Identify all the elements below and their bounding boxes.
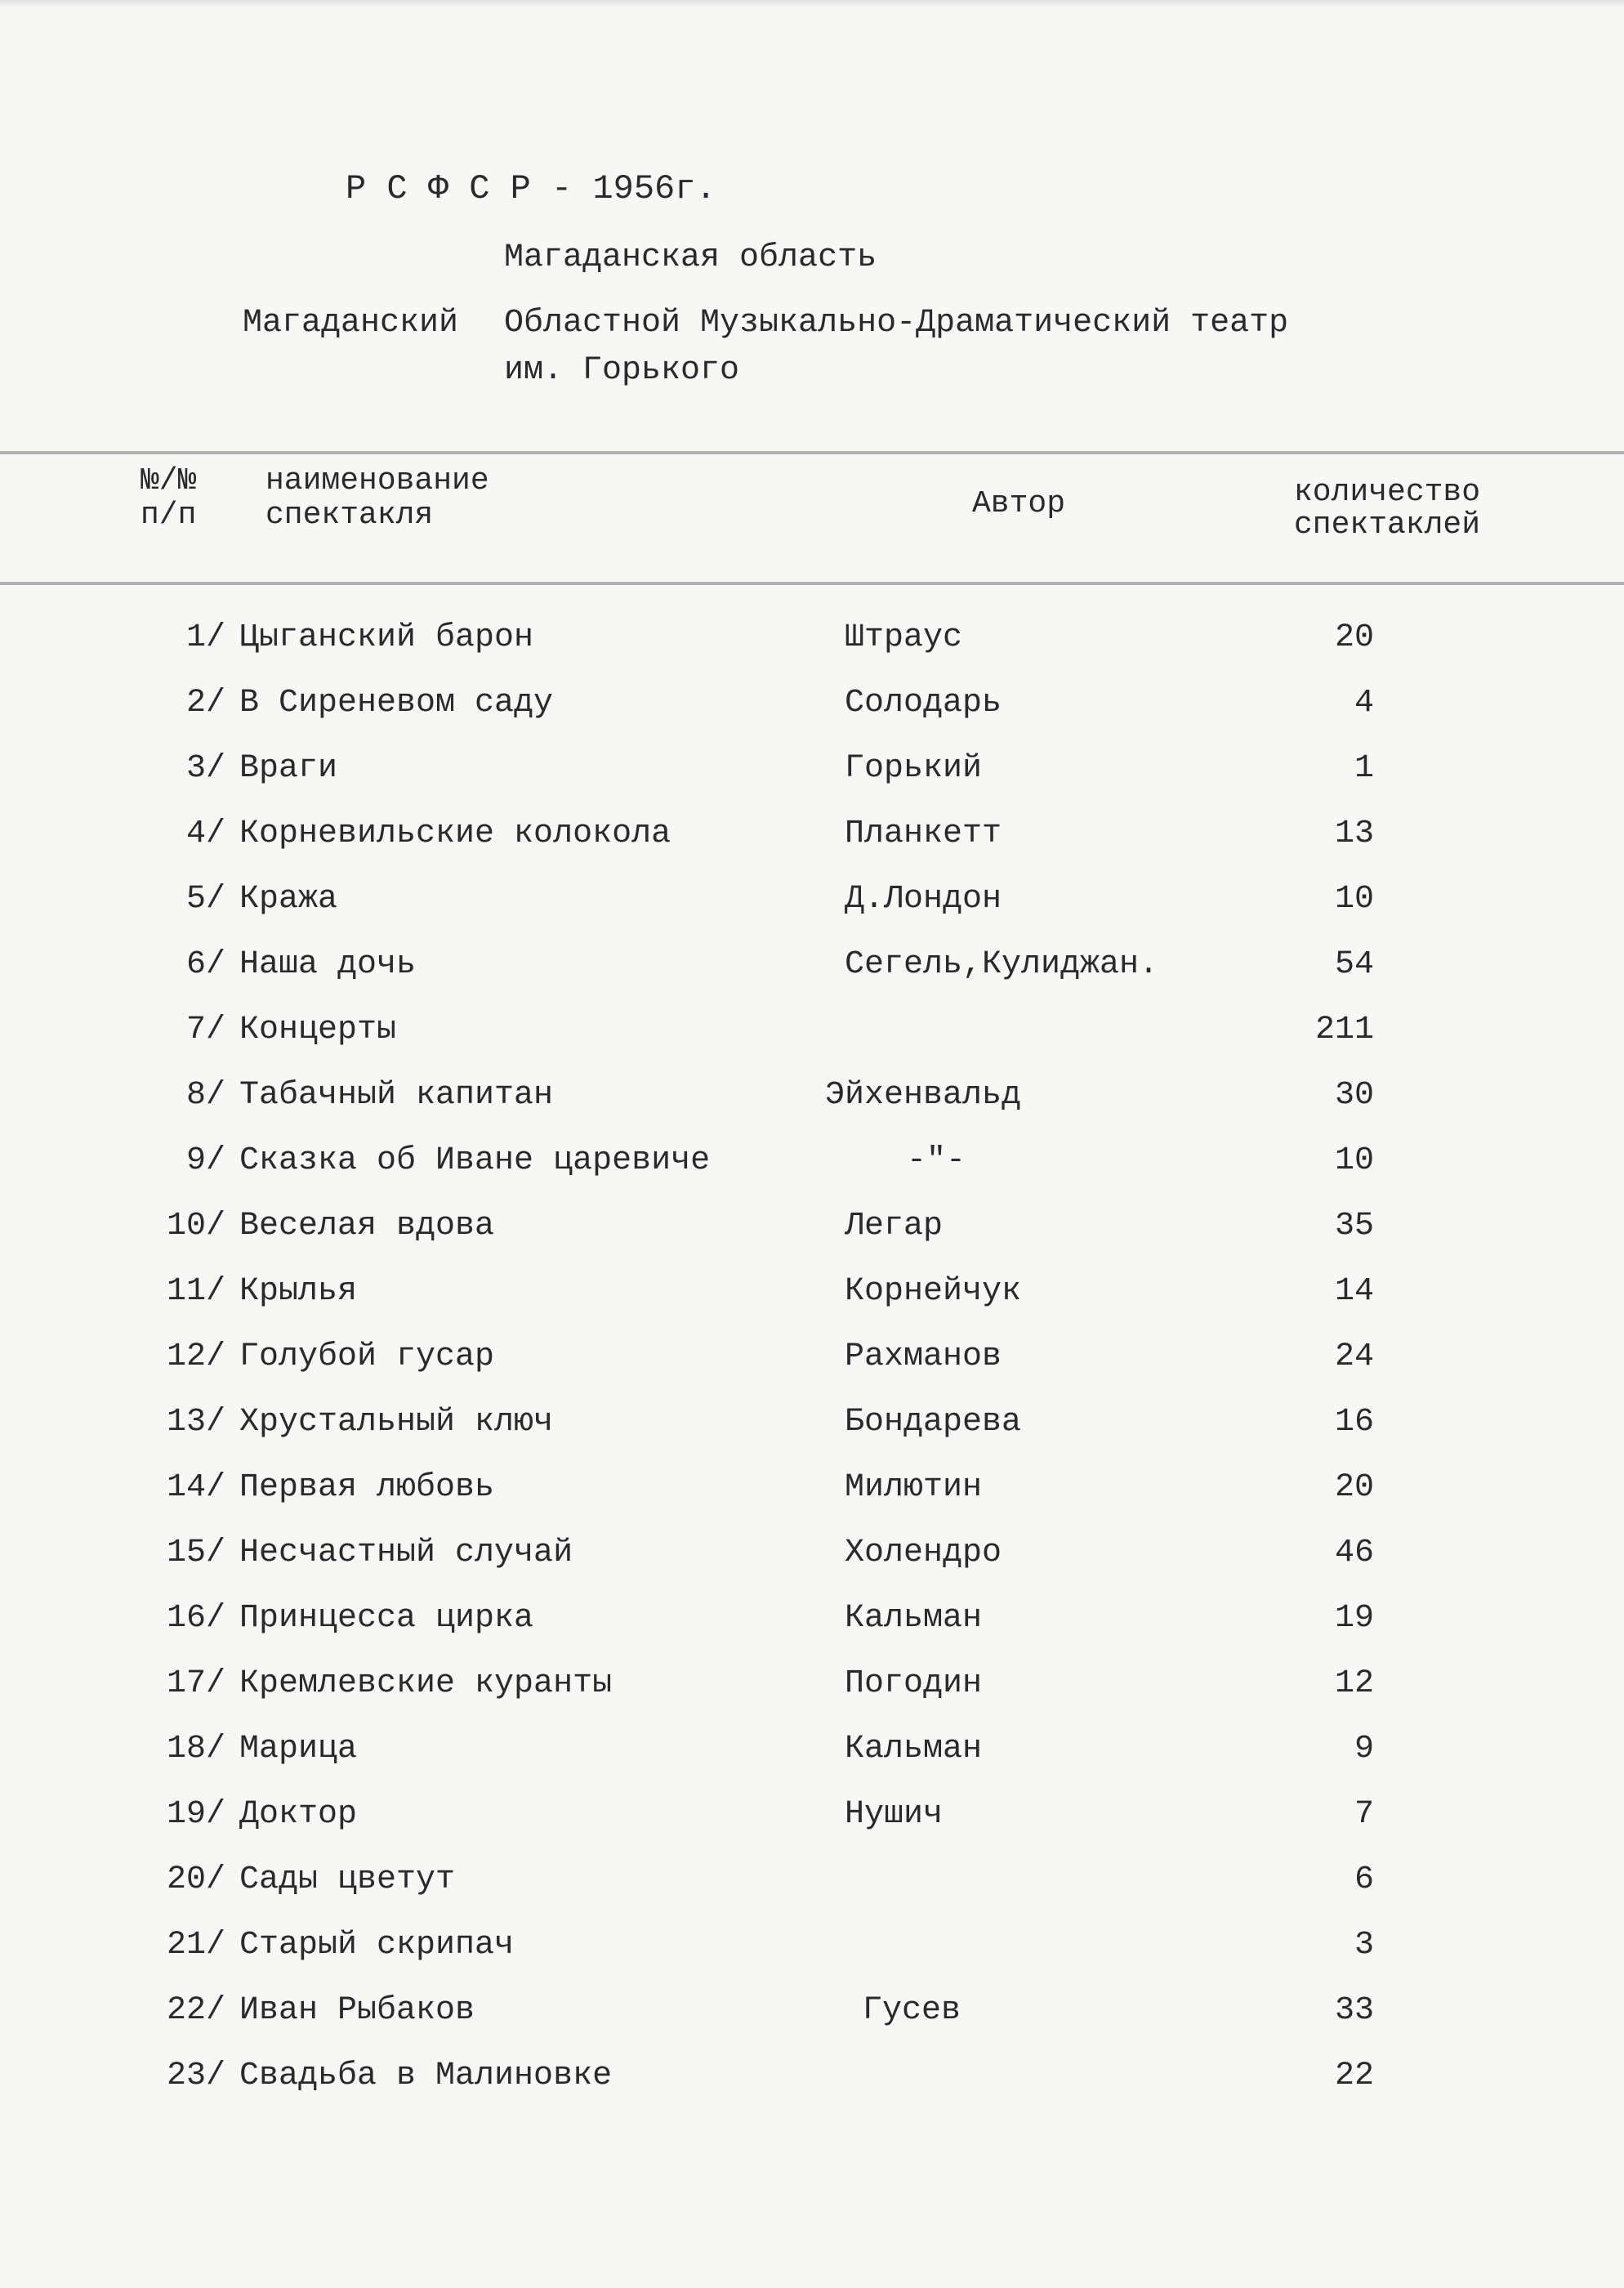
table-header-rule	[0, 582, 1624, 585]
play-author: Солодарь	[845, 685, 1002, 722]
play-author: Рахманов	[845, 1338, 1002, 1375]
play-title: Крылья	[239, 1273, 358, 1310]
performance-count: 30	[1334, 1077, 1374, 1114]
play-author: Сегель,Кулиджан.	[845, 946, 1159, 983]
table-top-rule	[0, 451, 1624, 454]
table-row	[0, 1796, 1624, 1845]
row-number: 9/	[185, 1142, 225, 1179]
play-title: Кремлевские куранты	[239, 1665, 613, 1702]
performance-count: 24	[1334, 1338, 1374, 1375]
row-number: 10/	[166, 1208, 225, 1245]
play-author: -"-	[907, 1142, 966, 1179]
performance-count: 12	[1334, 1665, 1374, 1702]
performance-count: 4	[1354, 685, 1374, 722]
table-row	[0, 1535, 1624, 1584]
performance-count: 3	[1354, 1927, 1374, 1964]
play-title: Сказка об Иване царевиче	[239, 1142, 711, 1179]
col-count-line2: спектаклей	[1294, 507, 1481, 543]
table-row	[0, 685, 1624, 734]
row-number: 5/	[185, 881, 225, 918]
row-number: 6/	[185, 946, 225, 983]
table-row	[0, 1012, 1624, 1061]
play-title: В Сиреневом саду	[239, 685, 554, 722]
row-number: 11/	[166, 1273, 225, 1310]
play-title: Принцесса цирка	[239, 1600, 534, 1637]
row-number: 4/	[185, 816, 225, 852]
play-author: Нушич	[845, 1796, 944, 1833]
play-title: Веселая вдова	[239, 1208, 495, 1245]
play-title: Сады цветут	[239, 1861, 456, 1898]
play-title: Старый скрипач	[239, 1927, 515, 1964]
play-author: Горький	[845, 750, 983, 787]
play-author: Бондарева	[845, 1404, 1022, 1441]
theatre-name-line2: им. Горького	[504, 352, 740, 389]
play-author: Погодин	[845, 1665, 983, 1702]
performance-count: 33	[1334, 1992, 1374, 2029]
table-row	[0, 1861, 1624, 1910]
row-number: 15/	[166, 1535, 225, 1571]
performance-count: 35	[1334, 1208, 1374, 1245]
play-author: Планкетт	[845, 816, 1002, 852]
play-author: Гусев	[863, 1992, 961, 2029]
performance-count: 7	[1354, 1796, 1374, 1833]
performance-count: 13	[1334, 816, 1374, 852]
table-row	[0, 1600, 1624, 1649]
play-title: Свадьба в Малиновке	[239, 2058, 613, 2094]
table-row	[0, 1992, 1624, 2041]
col-count-line1: количество	[1294, 475, 1481, 510]
table-row	[0, 1338, 1624, 1388]
col-title-line1: наименование	[265, 463, 489, 498]
theatre-name: Областной Музыкально-Драматический театр	[504, 305, 1289, 342]
table-row	[0, 946, 1624, 995]
performance-count: 20	[1334, 619, 1374, 656]
play-title: Голубой гусар	[239, 1338, 495, 1375]
play-author: Кальман	[845, 1600, 983, 1637]
table-row	[0, 881, 1624, 930]
play-title: Концерты	[239, 1012, 397, 1048]
row-number: 13/	[166, 1404, 225, 1441]
play-author: Милютин	[845, 1469, 983, 1506]
play-title: Цыганский барон	[239, 619, 534, 656]
play-title: Кража	[239, 881, 338, 918]
play-author: Холендро	[845, 1535, 1002, 1571]
play-title: Наша дочь	[239, 946, 417, 983]
republic-year-heading: Р С Ф С Р - 1956г.	[346, 169, 716, 208]
performance-count: 9	[1354, 1731, 1374, 1767]
table-row	[0, 816, 1624, 865]
theatre-prefix: Магаданский	[243, 305, 459, 342]
table-row	[0, 750, 1624, 799]
play-author: Эйхенвальд	[825, 1077, 1022, 1114]
performance-count: 10	[1334, 1142, 1374, 1179]
col-num-line1: №/№	[141, 463, 197, 498]
table-row	[0, 1077, 1624, 1126]
play-title: Иван Рыбаков	[239, 1992, 475, 2029]
col-author: Автор	[972, 486, 1066, 521]
table-row	[0, 1142, 1624, 1191]
performance-count: 19	[1334, 1600, 1374, 1637]
col-num-line2: п/п	[141, 498, 197, 533]
play-author: Кальман	[845, 1731, 983, 1767]
row-number: 3/	[185, 750, 225, 787]
play-title: Враги	[239, 750, 338, 787]
table-row	[0, 1404, 1624, 1453]
play-title: Первая любовь	[239, 1469, 495, 1506]
performance-count: 6	[1354, 1861, 1374, 1898]
table-row	[0, 1665, 1624, 1714]
play-author: Легар	[845, 1208, 944, 1245]
row-number: 1/	[185, 619, 225, 656]
table-row	[0, 1927, 1624, 1976]
performance-count: 10	[1334, 881, 1374, 918]
row-number: 7/	[185, 1012, 225, 1048]
row-number: 12/	[166, 1338, 225, 1375]
performance-count: 211	[1314, 1012, 1374, 1048]
play-author: Штраус	[845, 619, 963, 656]
table-row	[0, 1208, 1624, 1257]
row-number: 23/	[166, 2058, 225, 2094]
play-author: Корнейчук	[845, 1273, 1022, 1310]
region-heading: Магаданская область	[504, 239, 877, 276]
row-number: 21/	[166, 1927, 225, 1964]
play-title: Доктор	[239, 1796, 358, 1833]
row-number: 18/	[166, 1731, 225, 1767]
table-row	[0, 1469, 1624, 1518]
table-row	[0, 1273, 1624, 1322]
row-number: 2/	[185, 685, 225, 722]
row-number: 19/	[166, 1796, 225, 1833]
row-number: 22/	[166, 1992, 225, 2029]
performance-count: 16	[1334, 1404, 1374, 1441]
table-row	[0, 2058, 1624, 2107]
performance-count: 1	[1354, 750, 1374, 787]
table-row	[0, 1731, 1624, 1780]
play-title: Корневильские колокола	[239, 816, 671, 852]
play-title: Несчастный случай	[239, 1535, 573, 1571]
row-number: 17/	[166, 1665, 225, 1702]
performance-count: 20	[1334, 1469, 1374, 1506]
col-title-line2: спектакля	[265, 498, 434, 533]
page-edge-shadow	[0, 0, 1624, 8]
row-number: 20/	[166, 1861, 225, 1898]
performance-count: 54	[1334, 946, 1374, 983]
play-title: Марица	[239, 1731, 358, 1767]
row-number: 16/	[166, 1600, 225, 1637]
performance-count: 14	[1334, 1273, 1374, 1310]
play-author: Д.Лондон	[845, 881, 1002, 918]
performance-count: 46	[1334, 1535, 1374, 1571]
performance-count: 22	[1334, 2058, 1374, 2094]
play-title: Табачный капитан	[239, 1077, 554, 1114]
table-row	[0, 619, 1624, 668]
row-number: 14/	[166, 1469, 225, 1506]
play-title: Хрустальный ключ	[239, 1404, 554, 1441]
row-number: 8/	[185, 1077, 225, 1114]
